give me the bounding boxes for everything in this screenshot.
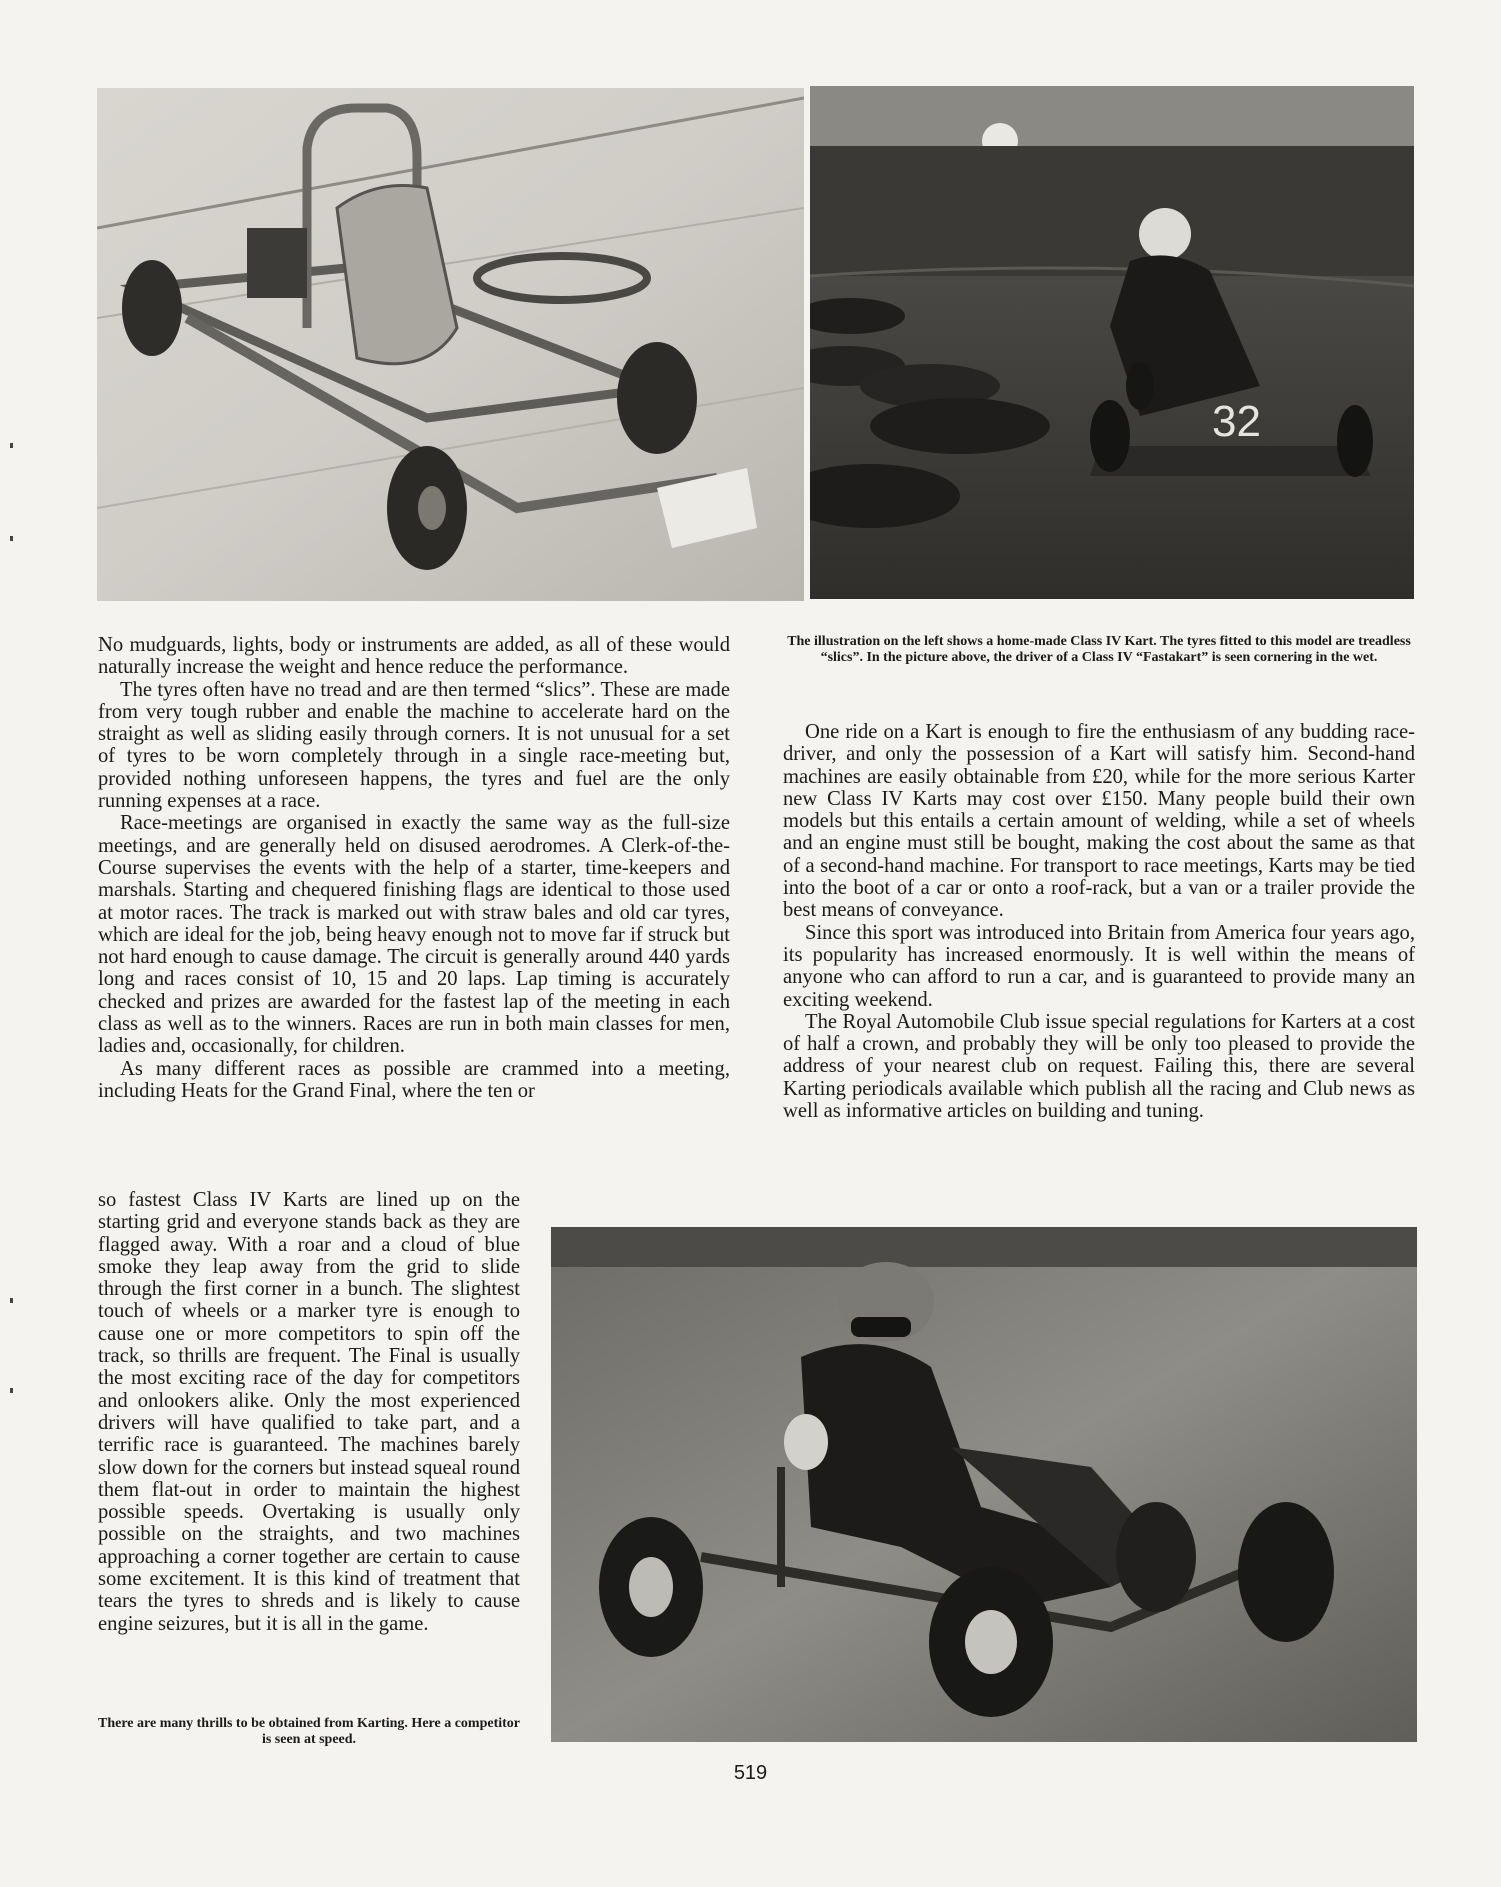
paragraph: The tyres often have no tread and are then termed “slics”. These are made from very tough rubber and enable the machine to accelerate hard on the straight as well as sliding easily through corners. It is not unusual for a set of tyres to be worn completely through in a single race-meeting but, provided nothing unforeseen happens, the tyres and fuel are the only running expenses at a race.: [98, 678, 730, 813]
kart-number: 32: [1212, 397, 1261, 446]
margin-mark: [10, 1388, 13, 1393]
margin-mark: [10, 1298, 13, 1303]
left-column-continued: [98, 1189, 520, 1635]
margin-mark: [10, 443, 13, 448]
paragraph: The Royal Automobile Club issue special regulations for Karters at a cost of half a crown, and probably they will be only too pleased to provide the address of your nearest club on request. Failing this, there are several Karting periodicals available which publish all the racing and Club news as well as informative articles on building and tuning.: [783, 1010, 1415, 1123]
photo-competitor-at-speed: [551, 1227, 1417, 1742]
caption-top-right: The illustration on the left shows a home-made Class IV Kart. The tyres fitted to this model are treadless “slics”. In the picture above, the driver of a Class IV “Fastakart” is seen cornering in the wet.: [787, 634, 1411, 665]
paragraph: One ride on a Kart is enough to fire the enthusiasm of any budding race-driver, and only the possession of a Kart will satisfy him. Second-hand machines are easily obtainable from £20, while for the more serious Karter new Class IV Karts may cost over £150. Many people build their own models but this entails a certain amount of welding, while a set of wheels and an engine must still be bought, making the cost about the same as that of a second-hand machine. For transport to race meetings, Karts may be tied into the boot of a car or onto a roof-rack, but a van or a trailer provide the best means of conveyance.: [783, 721, 1415, 922]
page-number: 519: [733, 1762, 768, 1784]
paragraph: No mudguards, lights, body or instruments are added, as all of these would naturally increase the weight and hence reduce the performance.: [98, 634, 730, 679]
paragraph: Since this sport was introduced into Britain from America four years ago, its popularity has increased enormously. It is well within the means of anyone who can afford to run a car, and is guaranteed to provide many an exciting weekend.: [783, 921, 1415, 1011]
paragraph: As many different races as possible are crammed into a meeting, including Heats for the Grand Final, where the ten or: [98, 1057, 730, 1102]
photo-fastakart-cornering: [810, 86, 1414, 599]
right-column: [783, 721, 1415, 1122]
caption-bottom-left: There are many thrills to be obtained from Karting. Here a competitor is seen at speed.: [98, 1716, 521, 1747]
paragraph: Race-meetings are organised in exactly the same way as the full-size meetings, and are generally held on disused aerodromes. A Clerk-of-the-Course supervises the events with the help of a starter, time-keepers and marshals. Starting and chequered finishing flags are identical to those used at motor races. The track is marked out with straw bales and old car tyres, which are ideal for the job, being heavy enough not to move far if struck but not hard enough to cause damage. The circuit is generally around 440 yards long and races consist of 10, 15 and 20 laps. Lap timing is accurately checked and prizes are awarded for the fastest lap of the meeting in each class as well as to the winners. Races are run in both main classes for men, ladies and, occasionally, for children.: [98, 812, 730, 1058]
margin-mark: [10, 536, 13, 541]
photo-home-made-kart: [97, 88, 804, 601]
paragraph: so fastest Class IV Karts are lined up on the starting grid and everyone stands back as they are flagged away. With a roar and a cloud of blue smoke they leap away from the grid to slide through the first corner in a bunch. The slightest touch of wheels or a marker tyre is enough to cause one or more competitors to spin off the track, so thrills are frequent. The Final is usually the most exciting race of the day for competitors and onlookers alike. Only the most experienced drivers will have qualified to take part, and a terrific race is guaranteed. The machines barely slow down for the corners but instead squeal round them flat-out in order to maintain the highest possible speeds. Overtaking is usually only possible on the straights, and two machines approaching a corner together are certain to cause some excitement. It is this kind of treatment that tears the tyres to shreds and is likely to cause engine seizures, but it is all in the game.: [98, 1189, 520, 1635]
left-column: [98, 634, 730, 1102]
